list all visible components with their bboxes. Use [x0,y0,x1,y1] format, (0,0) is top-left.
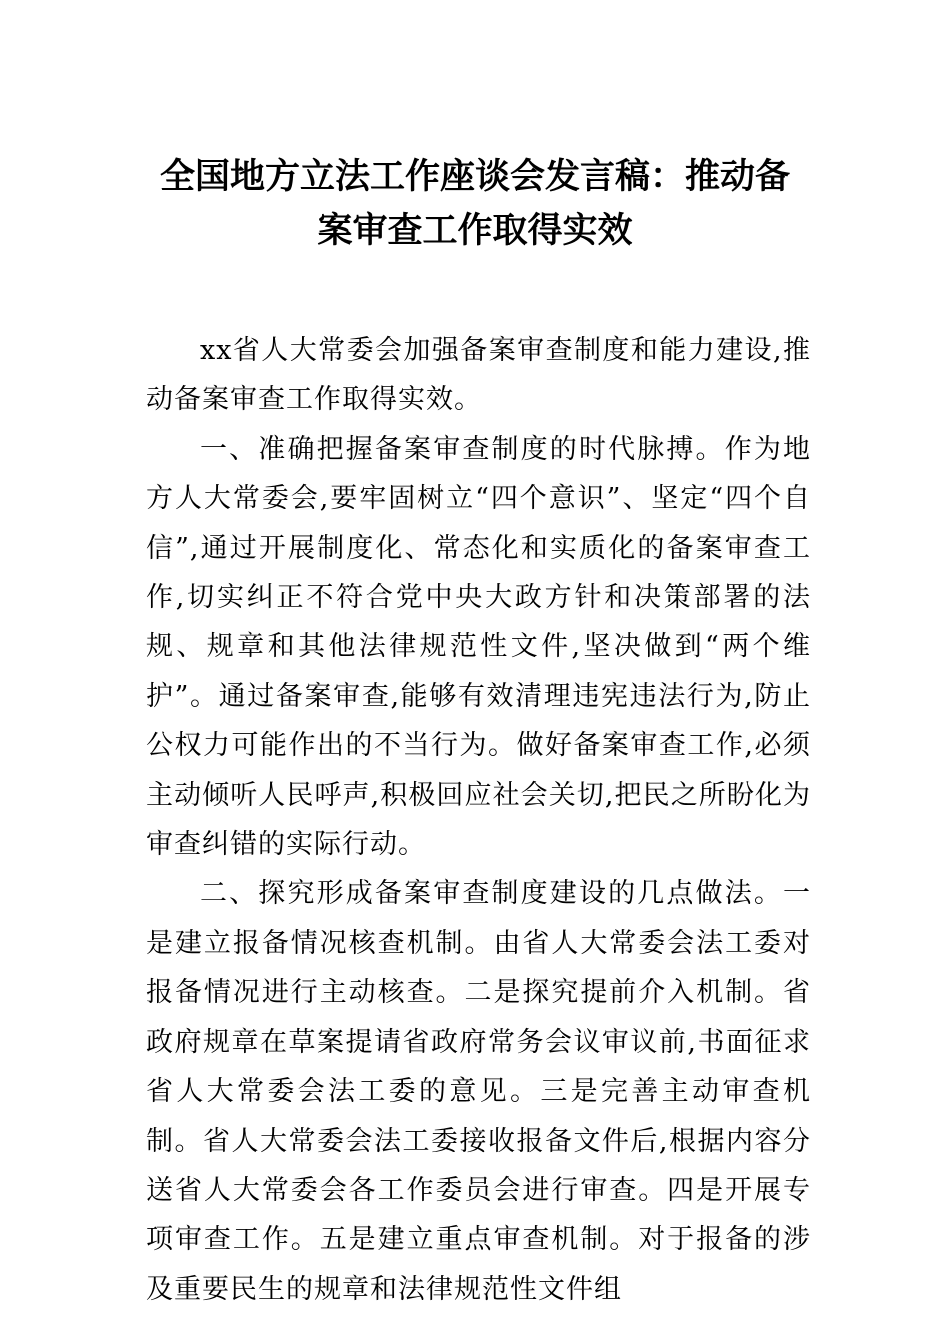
paragraph-section-2: 二、探究形成备案审查制度建设的几点做法。一是建立报备情况核查机制。由省人大常委会法工委对报备情况进行主动核查。二是探究提前介入机制。省政府规章在草案提请省政府常务会议审议前,书面征求省人大常委会法工委的意见。三是完善主动审查机制。省人大常委会法工委接收报备文件后,根据内容分送省人大常委会各工作委员会进行审查。四是开展专项审查工作。五是建立重点审查机制。对于报备的涉及重要民生的规章和法律规范性文件组 [146,878,811,1305]
title-line-1: 全国地方立法工作座谈会发言稿：推动备 [159,157,790,197]
paragraph-section-1: 一、准确把握备案审查制度的时代脉搏。作为地方人大常委会,要牢固树立“四个意识”、坚定“四个自信”,通过开展制度化、常态化和实质化的备案审查工作,切实纠正不符合党中央大政方针和决策部署的法规、规章和其他法律规范性文件,坚决做到“两个维护”。通过备案审查,能够有效清理违宪违法行为,防止公权力可能作出的不当行为。做好备案审查工作,必须主动倾听人民呼声,积极回应社会关切,把民之所盼化为审查纠错的实际行动。 [146,433,811,861]
document-body [146,326,811,1314]
title-line-2: 案审查工作取得实效 [317,211,633,251]
document-title [130,150,820,258]
paragraph-intro: xx省人大常委会加强备案审查制度和能力建设,推动备案审查工作取得实效。 [146,335,811,416]
